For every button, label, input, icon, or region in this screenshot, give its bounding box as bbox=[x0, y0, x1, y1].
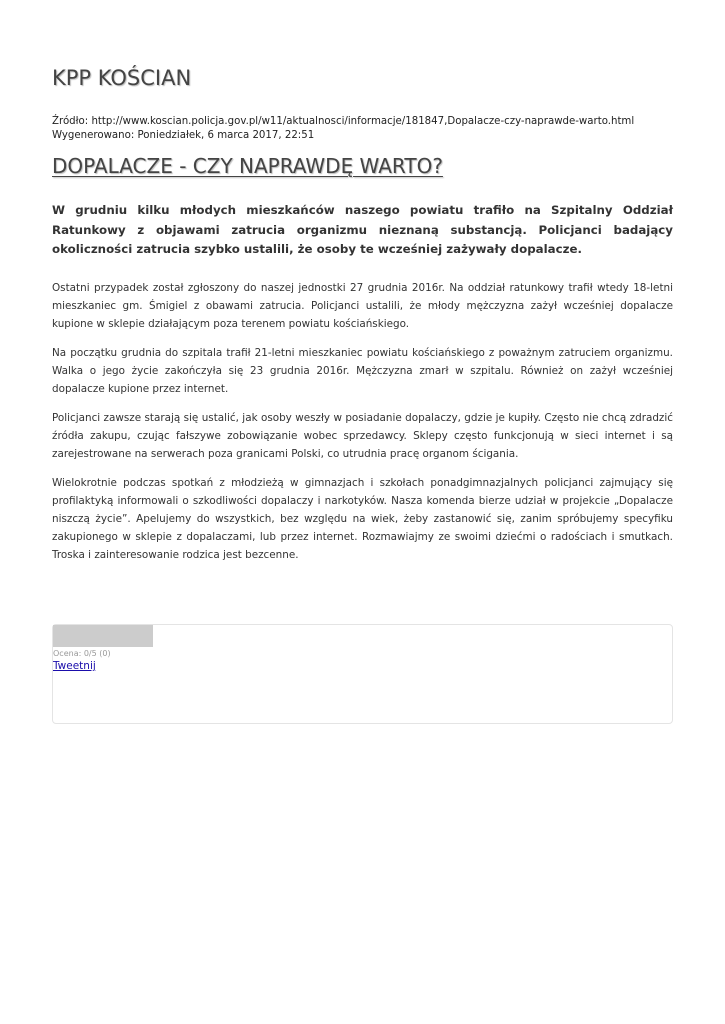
rating-box bbox=[52, 624, 673, 724]
article-paragraph: Policjanci zawsze starają się ustalić, jak osoby weszły w posiadanie dopalaczy, gdzie je kupiły. Często nie chcą zdradzić źródła zakupu, czując fałszywe zobowiązanie wobec sprzedawcy. Sklepy często funkcjonują w sieci internet i są zarejestrowane na serwerach poza granicami Polski, co utrudnia pracę organom ścigania. bbox=[52, 412, 673, 460]
article-paragraph: Ostatni przypadek został zgłoszony do naszej jednostki 27 grudnia 2016r. Na oddział ratunkowy trafił wtedy 18-letni mieszkaniec gm. Śmigiel z obawami zatrucia. Policjanci ustalili, że młody mężczyzna zażył wcześniej dopalacze kupione w sklepie działającym poza terenem powiatu kościańskiego. bbox=[52, 282, 673, 330]
tweet-link[interactable]: Tweetnij bbox=[53, 660, 96, 672]
article-paragraph: Wielokrotnie podczas spotkań z młodzieżą w gimnazjach i szkołach ponadgimnazjalnych policjanci zajmujący się profilaktyką informowali o szkodliwości dopalaczy i narkotyków. Nasza komenda bierze udział w projekcie „Dopalacze niszczą życie”. Apelujemy do wszystkich, bez względu na wiek, żeby zastanowić się, zanim spróbujemy specyfiku zakupionego w sklepie z dopalaczami, lub przez internet. Rozmawiajmy ze swoimi dziećmi o radościach i smutkach. Troska i zainteresowanie rodzica jest bezcenne. bbox=[52, 477, 673, 561]
site-title: KPP KOŚCIAN bbox=[52, 66, 192, 90]
rating-label: Ocena: 0/5 (0) bbox=[53, 649, 111, 658]
article-lead: W grudniu kilku młodych mieszkańców naszego powiatu trafiło na Szpitalny Oddział Ratunkowy z objawami zatrucia organizmu nieznaną substancją. Policjanci badający okoliczności zatrucia szybko ustalili, że osoby te wcześniej zażywały dopalacze. bbox=[52, 203, 673, 256]
rating-bar[interactable] bbox=[53, 625, 153, 647]
article-title: DOPALACZE - CZY NAPRAWDĘ WARTO? bbox=[52, 154, 443, 178]
article-body bbox=[52, 279, 673, 575]
generated-line: Wygenerowano: Poniedziałek, 6 marca 2017, 22:51 bbox=[52, 130, 315, 141]
source-line: Źródło: http://www.koscian.policja.gov.pl/w11/aktualnosci/informacje/181847,Dopalacze-czy-naprawde-warto.html bbox=[52, 116, 635, 127]
article-paragraph: Na początku grudnia do szpitala trafił 21-letni mieszkaniec powiatu kościańskiego z poważnym zatruciem organizmu. Walka o jego życie zakończyła się 23 grudnia 2016r. Mężczyzna zmarł w szpitalu. Również on zażył wcześniej dopalacze kupione przez internet. bbox=[52, 347, 673, 395]
document-meta bbox=[52, 115, 634, 143]
